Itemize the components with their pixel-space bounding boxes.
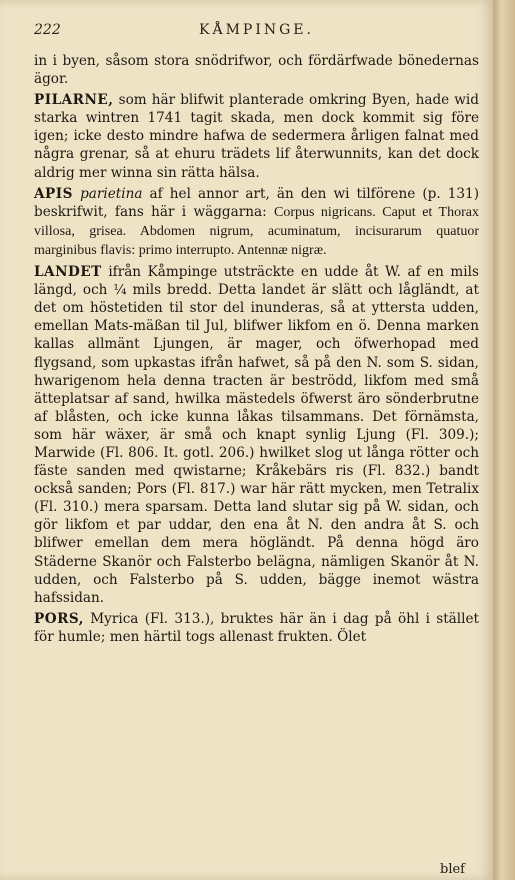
paragraph-continuation: in i byen, såsom stora snödrifwor, och fördärfwade bönedernas ägor. — [34, 53, 479, 88]
page-number: 222 — [34, 22, 61, 38]
body-text — [34, 52, 479, 649]
page-edge — [493, 0, 515, 880]
paragraph-apis: APIS parietina af hel annor art, än den wi tilförene (p. 131) beskrifwit, fans här i wäggarna: Corpus nigricans. Caput et Thorax villosa, grisea. Abdomen nigrum, acuminatum, incisurarum quatuor marginibus flavis: primo interrupto. Antennæ nigræ. — [34, 185, 480, 258]
latin-description: Corpus nigricans. Caput et Thorax villosa, grisea. Abdomen nigrum, acuminatum, incisurarum quatuor marginibus flavis: primo interrupto. Antennæ nigræ. — [34, 204, 479, 258]
catchword: blef — [440, 862, 465, 877]
running-head: KÅMPINGE. — [199, 22, 314, 38]
paragraph-pors: PORS, Myrica (Fl. 313.), bruktes här än i dag på öhl i stället för humle; men härtil togs allenast frukten. Ölet — [34, 610, 479, 645]
page-header — [34, 22, 479, 44]
paragraph-pilarne: PILARNE, som här blifwit planterade omkring Byen, hade wid starka wintren 1741 tagit skada, men dock kommit sig före igen; icke desto mindre hafwa de sedermera årligen falnat med några grenar, så at ehuru trädets lif återwunnits, kan det dock aldrig mer winna sin rätta hälsa. — [34, 92, 479, 181]
paragraph-landet: LANDET ifrån Kåmpinge utsträckte en udde åt W. af en mils längd, och ¼ mils bredd. Detta landet är slätt och lågländt, at det om höstetiden til stor del inunderas, så at yttersta udden, emellan Mats-mäßan til Jul, blifwer likfom en ö. Denna marken kallas allmänt Ljungen, är mager, och öfwerhopad med flygsand, som upkastas ifrån hafwet, så på den N. som S. sidan, hwarigenom hela denna tracten är beströdd, likfom med små ätteplatsar af sand, hwilka mästedels öfwerst äro sönderbrutne af blåsten, och icke kunna låkas tilsammans. Det förnämsta, som här wäxer, är små och knapt synlig Ljung (Fl. 309.); Marwide (Fl. 806. It. gotl. 206.) hwilket slog ut långa rötter och fäste sanden med qwistarne; Kråkebärs ris (Fl. 832.) bandt också sanden; Pors (Fl. 817.) war här rätt mycken, men Tetralix (Fl. 310.) mera sparsam. Detta land slutar sig på W. sidan, och gör likfom et par uddar, den ena åt N. den andra åt S. och blifwer emellan dem mera högländt. På denna högd äro Städerne Skanör och Falsterbo belägna, nämligen Skanör åt N. udden, och Falsterbo på S. udden, bägge inemot wästra hafssidan. — [34, 264, 479, 606]
